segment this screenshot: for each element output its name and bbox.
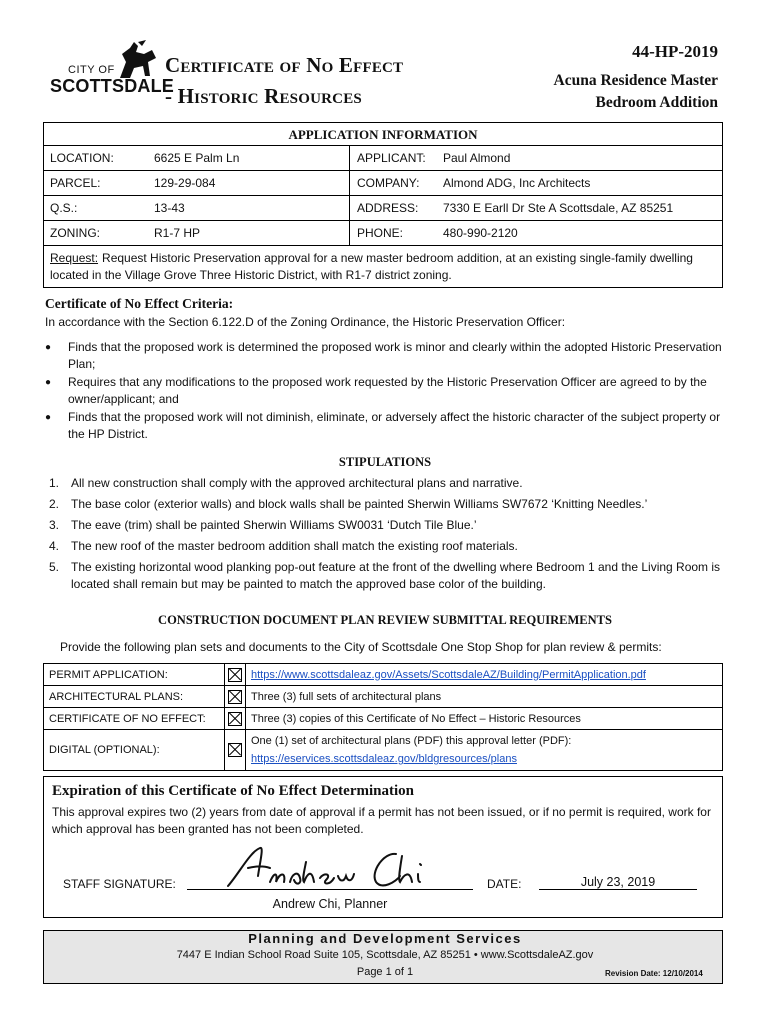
requirement-checkbox[interactable] <box>225 686 246 708</box>
requirement-label: ARCHITECTURAL PLANS: <box>44 686 225 708</box>
digital-requirement-text: One (1) set of architectural plans (PDF) this approval letter (PDF): <box>251 735 572 747</box>
requirement-checkbox[interactable] <box>225 664 246 686</box>
revision-date: Revision Date: 12/10/2014 <box>605 969 703 978</box>
requirement-text <box>246 730 723 771</box>
case-number: 44-HP-2019 <box>632 42 718 61</box>
expiration-text: This approval expires two (2) years from date of approval if a permit has not been issued, or if no permit is required, work for which approval has been granted has not been completed. <box>52 805 711 836</box>
info-row-location <box>44 145 722 171</box>
project-name-line1: Acuna Residence Master <box>553 72 718 89</box>
project-name-line2: Bedroom Addition <box>595 94 718 111</box>
info-label: Q.S.: <box>50 201 78 215</box>
info-row-parcel <box>44 170 722 196</box>
handwritten-signature <box>220 842 450 894</box>
info-value: 480-990-2120 <box>443 226 518 240</box>
request-text: Request Historic Preservation approval for a new master bedroom addition, at an existing single-family dwelling located in the Village Grove Three Historic District, with R1-7 district zoning. <box>50 251 693 282</box>
info-value: Almond ADG, Inc Architects <box>443 176 591 190</box>
horse-rider-icon <box>112 40 158 80</box>
page-number: Page 1 of 1 <box>356 966 414 978</box>
stipulation-item <box>45 538 725 555</box>
info-label: PHONE: <box>357 226 404 240</box>
criteria-list <box>45 339 725 444</box>
requirement-label: PERMIT APPLICATION: <box>44 664 225 686</box>
criteria-title: Certificate of No Effect Criteria: <box>45 296 234 311</box>
stipulation-number: 5. <box>49 560 60 574</box>
stipulation-text: All new construction shall comply with the approved architectural plans and narrative. <box>71 476 523 490</box>
requirement-label: DIGITAL (OPTIONAL): <box>44 730 225 771</box>
document-title-line2: - Historic Resources <box>165 84 362 108</box>
application-information-heading: APPLICATION INFORMATION <box>288 127 478 142</box>
info-row-zoning <box>44 220 722 246</box>
city-logo <box>50 40 175 100</box>
application-information-box <box>43 122 723 288</box>
checked-box-icon <box>228 668 242 682</box>
stipulations-list <box>45 475 725 597</box>
table-row <box>44 664 723 686</box>
info-value: 13-43 <box>154 201 185 215</box>
criteria-intro: In accordance with the Section 6.122.D of the Zoning Ordinance, the Historic Preservation Officer: <box>45 315 566 329</box>
stipulation-number: 3. <box>49 518 60 532</box>
request-divider <box>44 245 722 246</box>
criteria-bullet: ● Requires that any modifications to the proposed work requested by the Historic Preservation Officer are agreed to by the owner/applicant; and <box>45 374 725 408</box>
info-label: ADDRESS: <box>357 201 419 215</box>
info-value: Paul Almond <box>443 151 511 165</box>
request-label: Request: <box>50 251 99 265</box>
expiration-title: Expiration of this Certificate of No Effect Determination <box>52 783 414 799</box>
stipulation-number: 4. <box>49 539 60 553</box>
requirement-label: CERTIFICATE OF NO EFFECT: <box>44 708 225 730</box>
stipulation-text: The new roof of the master bedroom addition shall match the existing roof materials. <box>71 539 518 553</box>
info-label: COMPANY: <box>357 176 420 190</box>
info-value: 129-29-084 <box>154 176 216 190</box>
criteria-bullet: ● Finds that the proposed work is determined the proposed work is minor and clearly within the adopted Historic Preservation Plan; <box>45 339 725 373</box>
footer-address: 7447 E Indian School Road Suite 105, Scottsdale, AZ 85251 • www.ScottsdaleAZ.gov <box>176 949 594 961</box>
construction-requirements-title: CONSTRUCTION DOCUMENT PLAN REVIEW SUBMITTAL REQUIREMENTS <box>158 613 612 627</box>
logo-scottsdale: SCOTTSDALE <box>50 76 175 96</box>
permit-application-link[interactable]: https://www.scottsdaleaz.gov/Assets/ScottsdaleAZ/Building/PermitApplication.pdf <box>251 668 646 681</box>
info-label: PARCEL: <box>50 176 101 190</box>
criteria-bullet: ● Finds that the proposed work will not diminish, eliminate, or adversely affect the historic character of the subject property or the HP District. <box>45 409 725 443</box>
logo-city-of: CITY OF <box>68 64 115 76</box>
date-line <box>539 889 697 890</box>
info-label: LOCATION: <box>50 151 114 165</box>
construction-requirements-intro: Provide the following plan sets and documents to the City of Scottsdale One Stop Shop for plan review & permits: <box>60 640 662 654</box>
stipulation-text: The eave (trim) shall be painted Sherwin Williams SW0031 ‘Dutch Tile Blue.’ <box>71 518 477 532</box>
info-value: R1-7 HP <box>154 226 201 240</box>
signature-line <box>187 889 473 890</box>
info-label: APPLICANT: <box>357 151 426 165</box>
requirement-checkbox[interactable] <box>225 708 246 730</box>
table-row <box>44 686 723 708</box>
stipulation-number: 2. <box>49 497 60 511</box>
info-label: ZONING: <box>50 226 100 240</box>
document-title-line1: Certificate of No Effect <box>165 53 404 77</box>
stipulation-item <box>45 475 725 492</box>
request-paragraph <box>50 250 714 284</box>
bldg-resources-link[interactable]: https://eservices.scottsdaleaz.gov/bldgresources/plans <box>251 753 517 765</box>
info-row-qs <box>44 195 722 221</box>
requirement-text: Three (3) full sets of architectural plans <box>246 686 723 708</box>
checked-box-icon <box>228 712 242 726</box>
stipulation-item <box>45 496 725 513</box>
stipulation-text: The existing horizontal wood planking pop-out feature at the front of the dwelling where Bedroom 1 and the Living Room is located shall remain but may be painted to match the approved base color of the building. <box>71 560 721 591</box>
requirement-text: Three (3) copies of this Certificate of No Effect – Historic Resources <box>246 708 723 730</box>
checked-box-icon <box>228 690 242 704</box>
stipulation-item <box>45 559 725 593</box>
requirements-table <box>43 663 723 771</box>
info-value: 6625 E Palm Ln <box>154 151 240 165</box>
footer-title: Planning and Development Services <box>248 931 522 946</box>
stipulations-title: STIPULATIONS <box>338 455 432 469</box>
approval-date: July 23, 2019 <box>580 875 656 889</box>
table-row <box>44 708 723 730</box>
table-row <box>44 730 723 771</box>
requirement-text <box>246 664 723 686</box>
info-value: 7330 E Earll Dr Ste A Scottsdale, AZ 85251 <box>443 201 674 215</box>
date-label: DATE: <box>487 877 522 891</box>
checked-box-icon <box>228 743 242 757</box>
stipulation-item <box>45 517 725 534</box>
signature-image <box>220 842 450 894</box>
requirement-checkbox[interactable] <box>225 730 246 771</box>
staff-signature-label: STAFF SIGNATURE: <box>63 877 176 891</box>
signer-name: Andrew Chi, Planner <box>272 897 388 911</box>
stipulation-number: 1. <box>49 476 60 490</box>
stipulation-text: The base color (exterior walls) and block walls shall be painted Sherwin Williams SW7672 ‘Knitting Needles.’ <box>71 497 648 511</box>
